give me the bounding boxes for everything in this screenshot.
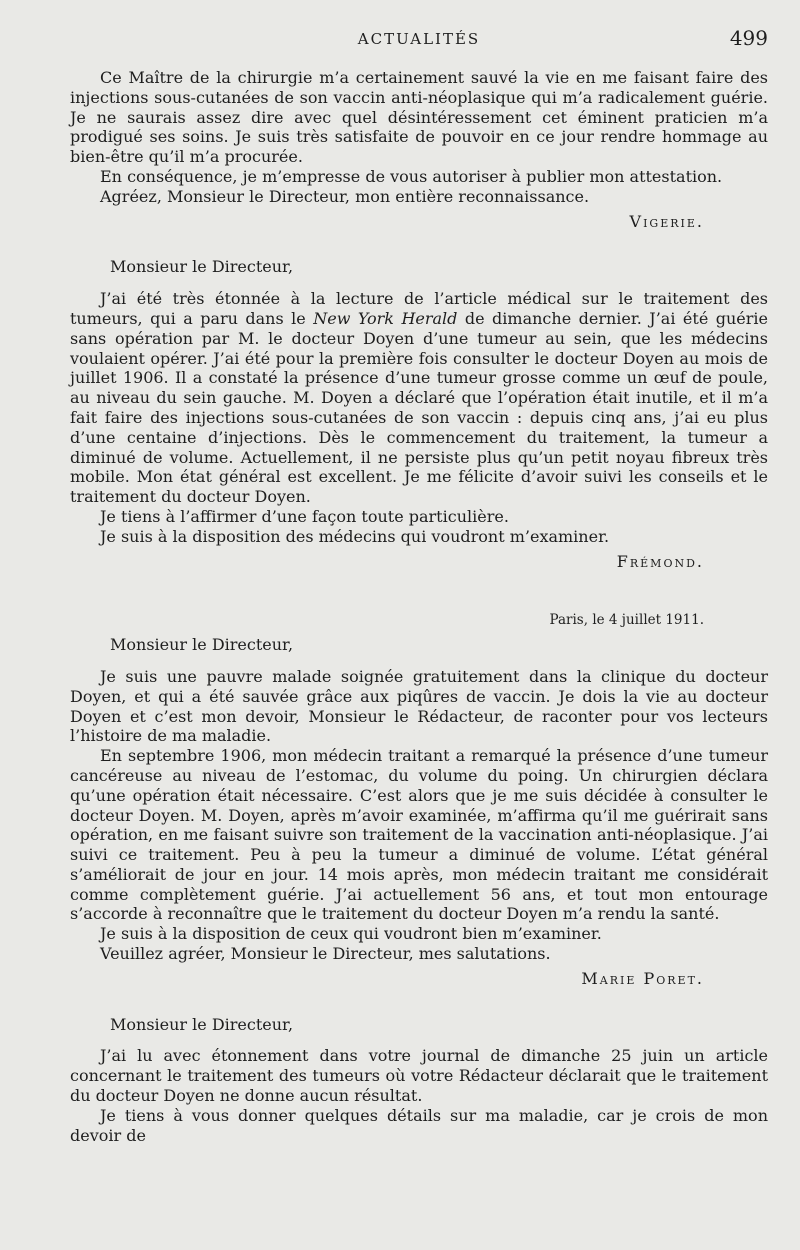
letter-paragraph: En septembre 1906, mon médecin traitant a remarqué la présence d’une tumeur cancéreuse au niveau de l’estomac, du volume du poing. Un chirurgien déclara qu’une opération était nécessaire. C’est alors que je me suis décidée à consulter le docteur Doyen. M. Doyen, après m’avoir examinée, m’affirma qu’il me guérirait sans opération, en me faisant suivre son traitement de la vaccination anti-néoplasique. J’ai suivi ce traitement. Peu à peu la tumeur a diminué de volume. L’état général s’améliorait de jour en jour. 14 mois après, mon médecin traitant me considérait comme complètement guérie. J’ai actuellement 56 ans, et tout mon entourage s’accorde à reconnaître que le traitement du docteur Doyen m’a rendu la santé. [70, 746, 768, 924]
dateline: Paris, le 4 juillet 1911. [549, 612, 704, 629]
letter-paragraph: Veuillez agréer, Monsieur le Directeur, mes salutations. [100, 944, 551, 964]
salutation: Monsieur le Directeur, [110, 257, 294, 277]
newspaper-title: New York Herald [313, 308, 458, 328]
signature: Frémond. [616, 551, 704, 571]
letter-paragraph: Je suis une pauvre malade soignée gratuitement dans la clinique du docteur Doyen, et qui a été sauvée grâce aux piqûres de vaccin. Je dois la vie au docteur Doyen et c’est mon devoir, Monsieur le Rédacteur, de raconter pour vos lecteurs l’histoire de ma maladie. [70, 666, 768, 746]
page-number: 499 [729, 26, 768, 50]
letter-marie-poret [70, 611, 768, 988]
paragraph-text: J’ai été très étonnée à la lecture de l’article médical sur le traitement des tumeurs, qui a paru dans le [70, 289, 768, 328]
paragraph-text: de dimanche dernier. J’ai été guérie sans opération par M. le docteur Doyen d’une tumeur au sein, que les médecins voulaient opérer. J’ai été pour la première fois consulter le docteur Doyen au mois de juillet 1906. Il a constaté la présence d’une tumeur grosse comme un œuf de poule, au niveau du sein gauche. M. Doyen a déclaré que l’opération était inutile, et il m’a fait faire des injections sous-cutanées de son vaccin : depuis cinq ans, j’ai eu plus d’une centaine d’injections. Dès le commencement du traitement, la tumeur a diminué de volume. Actuellement, il ne persiste plus qu’un petit noyau fibreux très mobile. Mon état général est excellent. Je me félicite d’avoir suivi les conseils et le traitement du docteur Doyen. [70, 308, 769, 507]
page-header [70, 26, 768, 52]
letter-paragraph [70, 289, 768, 507]
letter-paragraph: Je tiens à l’affirmer d’une façon toute particulière. [100, 506, 509, 526]
salutation: Monsieur le Directeur, [110, 1014, 294, 1034]
letter-paragraph: En conséquence, je m’empresse de vous autoriser à publier mon attestation. [100, 166, 723, 186]
letter-paragraph: Ce Maître de la chirurgie m’a certainement sauvé la vie en me faisant faire des injections sous-cutanées de son vaccin anti-néoplasique qui m’a radicalement guérie. Je ne saurais assez dire avec quel désintéressement cet éminent praticien m’a prodigué ses soins. Je suis très satisfaite de pouvoir en ce jour rendre hommage au bien-être qu’il m’a procurée. [70, 68, 768, 167]
page-body [70, 68, 768, 1145]
letter-fremond [70, 257, 768, 571]
running-head: ACTUALITÉS [357, 30, 481, 48]
letter-paragraph: Agréez, Monsieur le Directeur, mon entière reconnaissance. [100, 186, 590, 206]
letter-paragraph: Je tiens à vous donner quelques détails sur ma maladie, car je crois de mon devoir de [70, 1105, 768, 1145]
letter-four [70, 1015, 768, 1146]
letter-paragraph: Je suis à la disposition des médecins qui voudront m’examiner. [100, 526, 610, 546]
signature: Vigerie. [629, 211, 704, 231]
letter-paragraph: Je suis à la disposition de ceux qui voudront bien m’examiner. [100, 924, 602, 944]
salutation: Monsieur le Directeur, [110, 635, 294, 655]
letter-paragraph: J’ai lu avec étonnement dans votre journal de dimanche 25 juin un article concernant le traitement des tumeurs où votre Rédacteur déclarait que le traitement du docteur Doyen ne donne aucun résultat. [70, 1046, 768, 1106]
signature: Marie Poret. [581, 968, 704, 988]
letter-vigerie [70, 68, 768, 231]
